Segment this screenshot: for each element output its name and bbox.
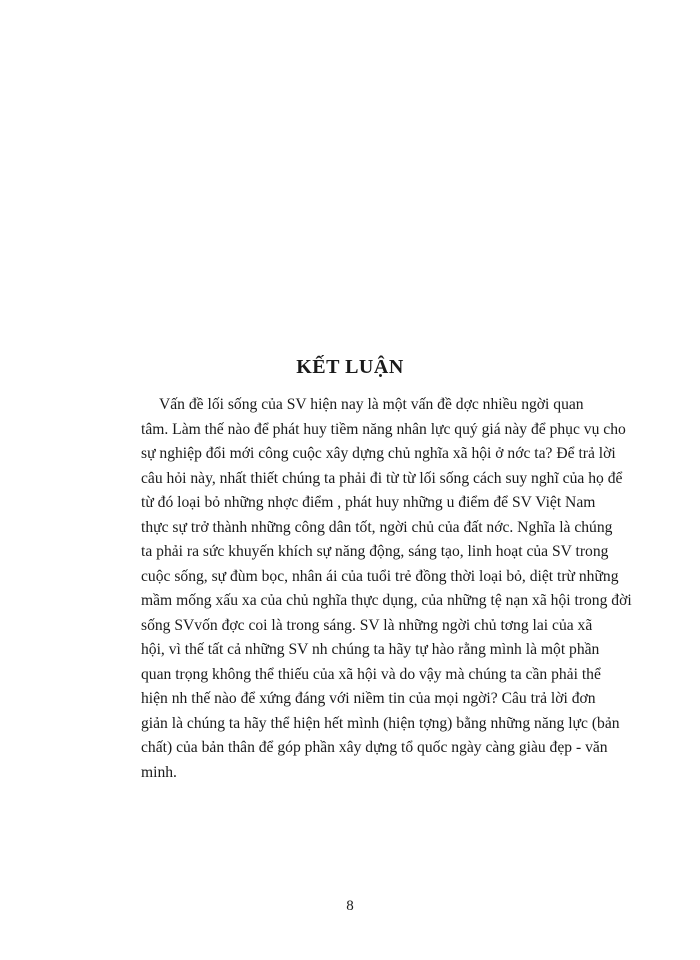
section-heading: KẾT LUẬN: [296, 356, 404, 378]
paragraph-line: sống SVvốn đợc coi là trong sáng. SV là những ngời chủ tơng lai của xã: [141, 616, 593, 634]
paragraph-line: sự nghiệp đổi mới công cuộc xây dựng chủ nghĩa xã hội ở nớc ta? Để trả lời: [141, 445, 616, 462]
paragraph-line: hội, vì thế tất cả những SV nh chúng ta hãy tự hào rằng mình là một phần: [141, 641, 600, 658]
paragraph-line: chất) của bản thân để góp phần xây dựng tổ quốc ngày càng giàu đẹp - văn: [141, 739, 608, 756]
paragraph-line: Vấn đề lối sống của SV hiện nay là một vấn đề dợc nhiều ngời quan: [159, 396, 584, 413]
page-number: 8: [346, 898, 354, 914]
paragraph-line: từ đó loại bỏ những nhợc điểm , phát huy những u điểm để SV Việt Nam: [141, 494, 596, 511]
paragraph-line: mầm mống xấu xa của chủ nghĩa thực dụng, của những tệ nạn xã hội trong đời: [141, 592, 632, 609]
conclusion-paragraph: [141, 393, 632, 785]
paragraph-line: câu hỏi này, nhất thiết chúng ta phải đi từ từ lối sống cách suy nghĩ của họ để: [141, 469, 623, 487]
paragraph-line: minh.: [141, 763, 177, 781]
paragraph-line: cuộc sống, sự đùm bọc, nhân ái của tuổi trẻ đồng thời loại bỏ, diệt trừ những: [141, 567, 619, 585]
paragraph-line: giản là chúng ta hãy thể hiện hết mình (hiện tợng) bằng những năng lực (bản: [141, 714, 620, 732]
paragraph-line: quan trọng không thể thiếu của xã hội và do vậy mà chúng ta cần phải thể: [141, 665, 601, 683]
paragraph-line: ta phải ra sức khuyến khích sự năng động, sáng tạo, linh hoạt của SV trong: [141, 543, 609, 560]
paragraph-line: tâm. Làm thế nào để phát huy tiềm năng nhân lực quý giá này để phục vụ cho: [141, 420, 626, 438]
paragraph-line: hiện nh thế nào để xứng đáng với niềm tin của mọi ngời? Câu trả lời đơn: [141, 690, 596, 707]
paragraph-line: thực sự trở thành những công dân tốt, ngời chủ của đất nớc. Nghĩa là chúng: [141, 518, 613, 536]
